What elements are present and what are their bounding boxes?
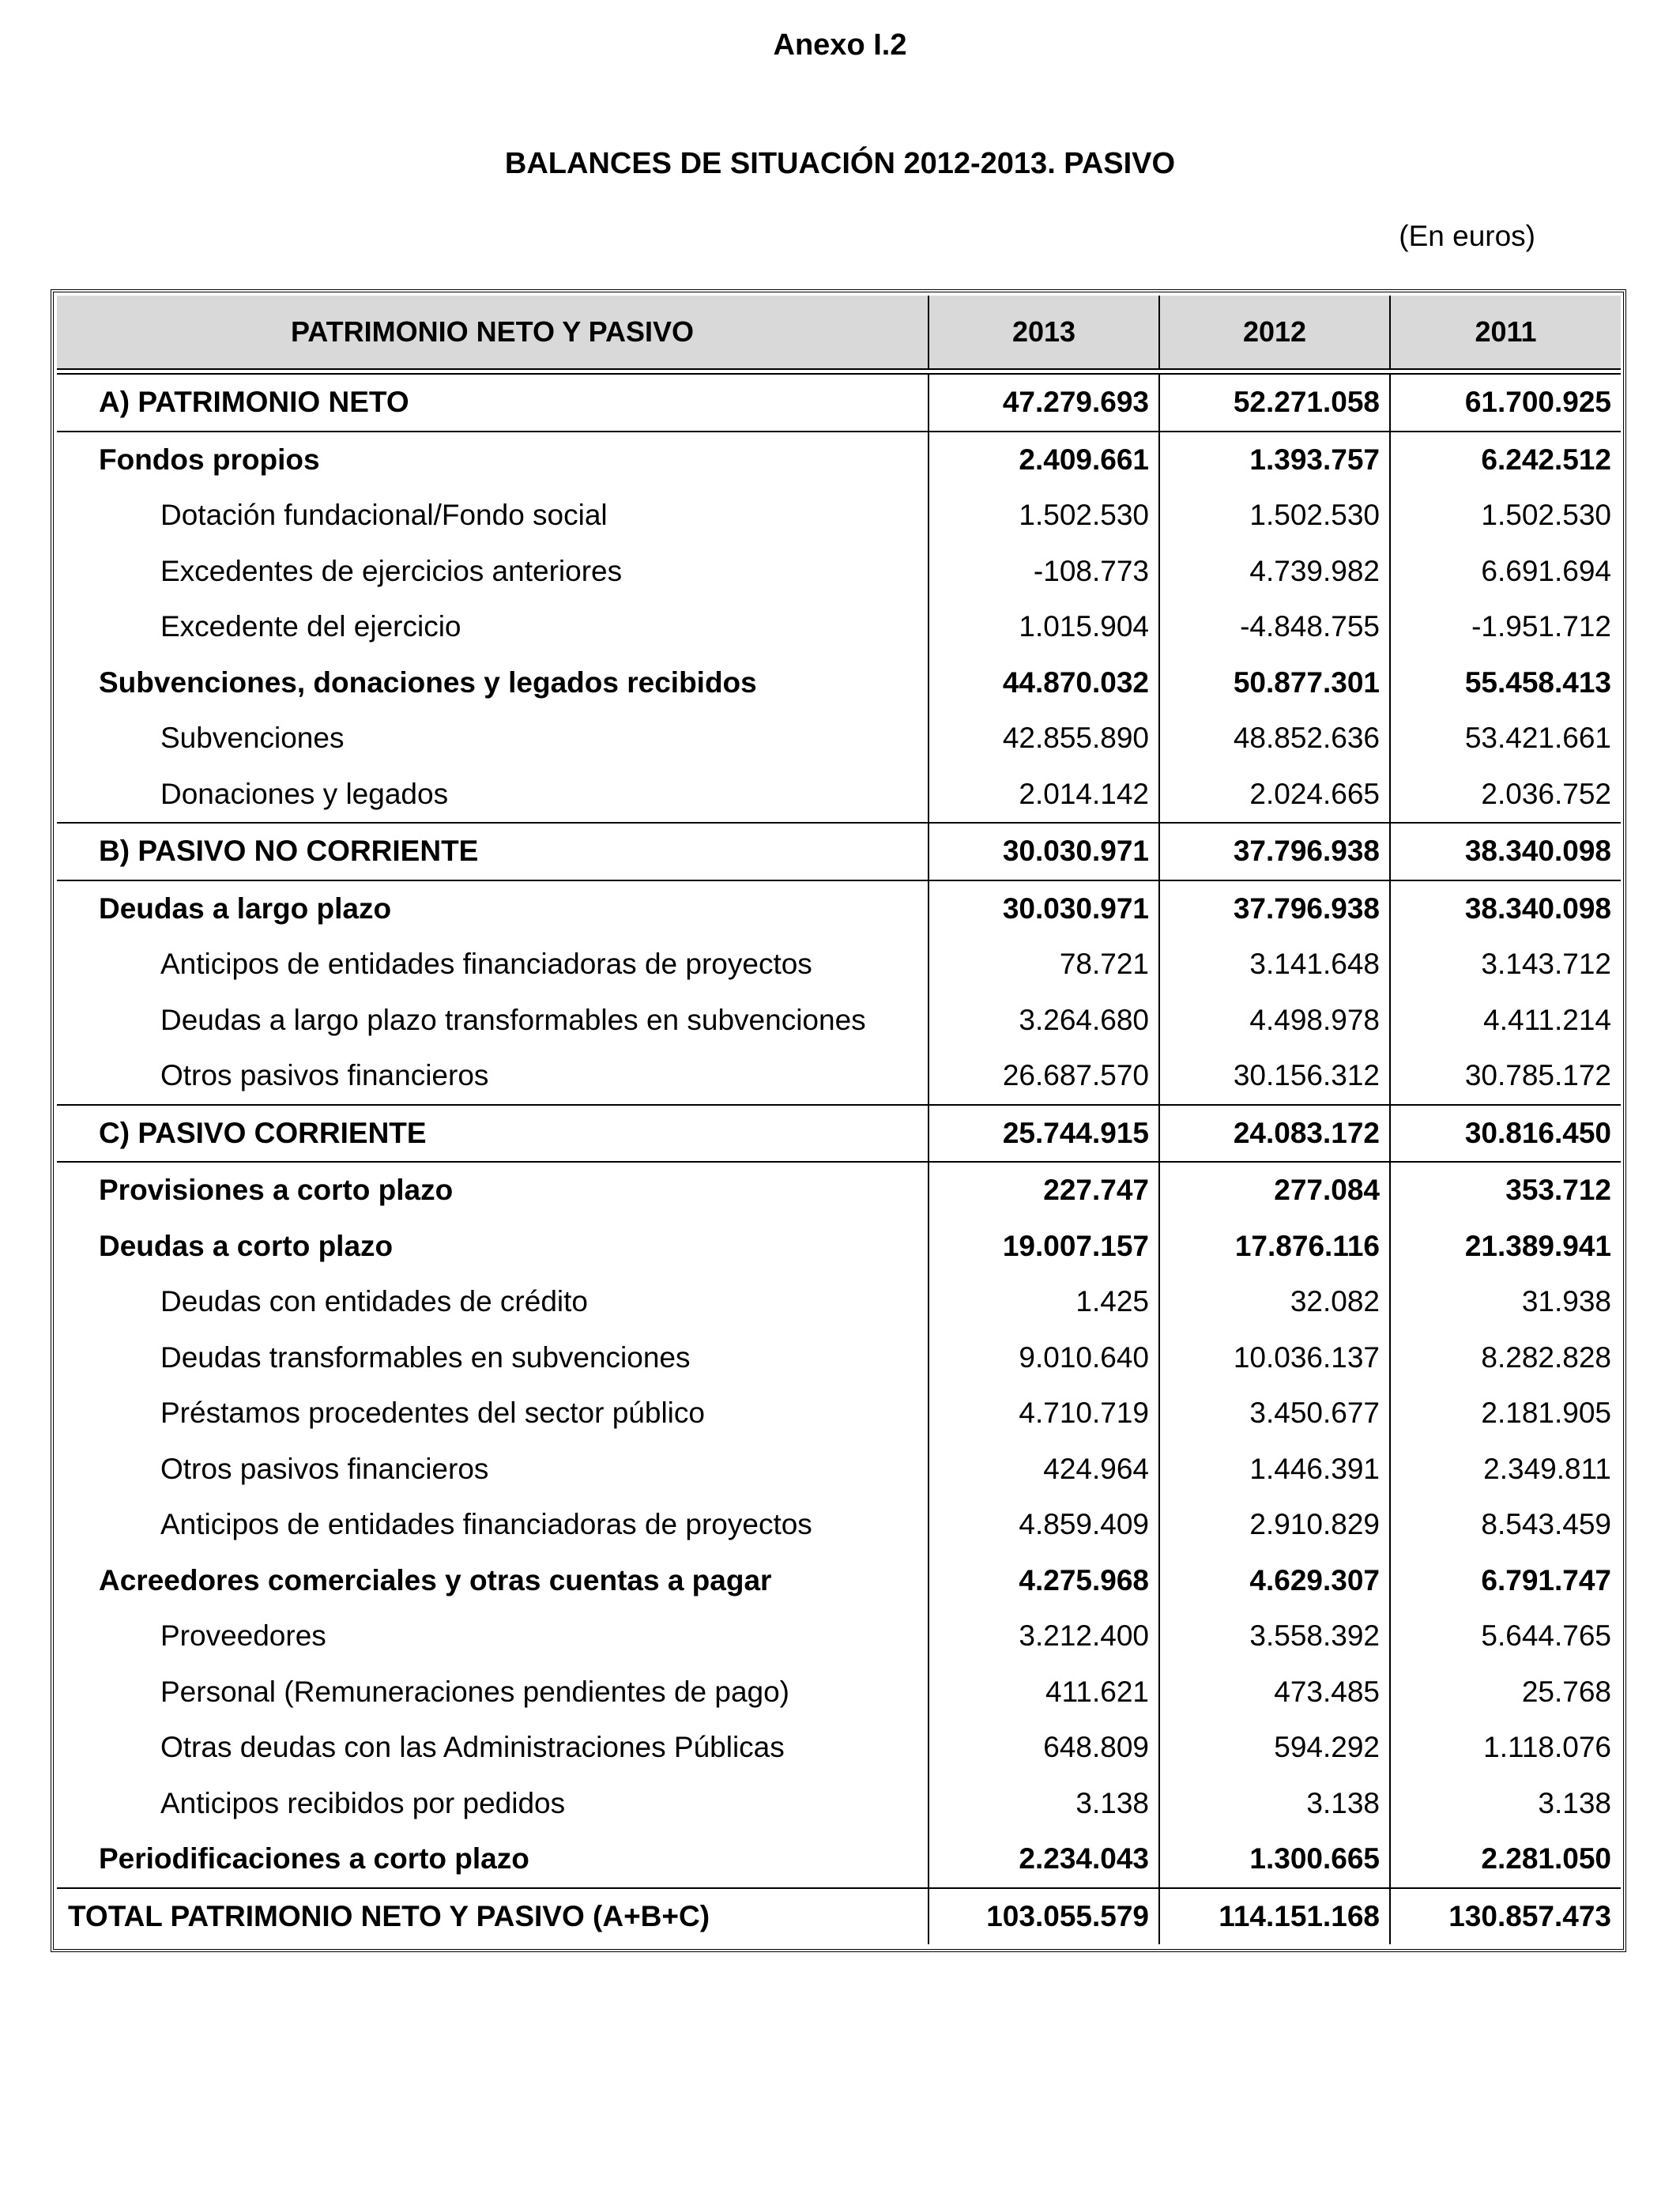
balance-table [57, 296, 1621, 1944]
value-2013: 1.015.904 [929, 599, 1159, 655]
value-2013: 2.014.142 [929, 767, 1159, 824]
row-label: Excedentes de ejercicios anteriores [160, 554, 623, 587]
value-2013: 3.138 [929, 1776, 1159, 1832]
row-label: Personal (Remuneraciones pendientes de pago) [160, 1675, 790, 1708]
row-label: Otras deudas con las Administraciones Públicas [160, 1731, 785, 1764]
value-2011: 55.458.413 [1390, 655, 1621, 711]
value-2012: 3.558.392 [1159, 1608, 1390, 1664]
table-row [57, 544, 1621, 600]
value-2011: 53.421.661 [1390, 711, 1621, 767]
value-2011: 21.389.941 [1390, 1219, 1621, 1275]
row-label: Subvenciones, donaciones y legados recibidos [99, 665, 757, 699]
header-2013: 2013 [929, 296, 1159, 369]
value-2011: 6.242.512 [1390, 432, 1621, 488]
value-2011: 6.791.747 [1390, 1553, 1621, 1609]
row-label: C) PASIVO CORRIENTE [57, 1105, 929, 1163]
value-2012: 594.292 [1159, 1720, 1390, 1776]
value-2013: 2.234.043 [929, 1831, 1159, 1888]
value-2013: 4.859.409 [929, 1497, 1159, 1553]
table-row [57, 993, 1621, 1049]
value-2011: 3.138 [1390, 1776, 1621, 1832]
header-2011: 2011 [1390, 296, 1621, 369]
table-row [57, 1831, 1621, 1888]
row-label: Anticipos de entidades financiadoras de proyectos [160, 948, 812, 981]
table-row [57, 1162, 1621, 1219]
value-2013: 103.055.579 [929, 1888, 1159, 1945]
row-label: Dotación fundacional/Fondo social [160, 499, 608, 532]
value-2011: 30.816.450 [1390, 1105, 1621, 1163]
value-2011: 130.857.473 [1390, 1888, 1621, 1945]
value-2011: 30.785.172 [1390, 1048, 1621, 1105]
table-row [57, 655, 1621, 711]
table-row [57, 1553, 1621, 1609]
value-2013: 4.710.719 [929, 1385, 1159, 1442]
value-2012: 30.156.312 [1159, 1048, 1390, 1105]
row-label: Deudas a largo plazo transformables en subvenciones [160, 1003, 866, 1036]
page-title: BALANCES DE SITUACIÓN 2012-2013. PASIVO [504, 147, 1176, 180]
table-row [57, 1720, 1621, 1776]
value-2011: -1.951.712 [1390, 599, 1621, 655]
value-2012: 37.796.938 [1159, 880, 1390, 937]
units-note: (En euros) [1399, 220, 1535, 252]
value-2012: 473.485 [1159, 1664, 1390, 1721]
annex-label: Anexo I.2 [773, 28, 907, 62]
value-2012: 2.910.829 [1159, 1497, 1390, 1553]
row-label: Otros pasivos financieros [160, 1452, 489, 1485]
value-2013: 1.502.530 [929, 488, 1159, 544]
row-label: Deudas a largo plazo [57, 880, 929, 937]
row-label: Anticipos de entidades financiadoras de proyectos [160, 1508, 812, 1541]
value-2013: 424.964 [929, 1442, 1159, 1498]
table-row [57, 880, 1621, 937]
value-2011: 25.768 [1390, 1664, 1621, 1721]
value-2013: 19.007.157 [929, 1219, 1159, 1275]
value-2012: 114.151.168 [1159, 1888, 1390, 1945]
value-2012: 4.498.978 [1159, 993, 1390, 1049]
value-2011: 4.411.214 [1390, 993, 1621, 1049]
value-2012: 37.796.938 [1159, 823, 1390, 880]
table-header-row [57, 296, 1621, 369]
value-2011: 8.543.459 [1390, 1497, 1621, 1553]
value-2013: 78.721 [929, 937, 1159, 993]
value-2013: 25.744.915 [929, 1105, 1159, 1163]
table-row [57, 1497, 1621, 1553]
row-label: Deudas con entidades de crédito [160, 1285, 588, 1318]
value-2013: 26.687.570 [929, 1048, 1159, 1105]
value-2012: 4.739.982 [1159, 544, 1390, 600]
total-row [57, 1888, 1621, 1945]
table-row [57, 1442, 1621, 1498]
table-row [57, 1048, 1621, 1105]
value-2012: -4.848.755 [1159, 599, 1390, 655]
table-row [57, 1608, 1621, 1664]
row-label: Excedente del ejercicio [160, 610, 461, 643]
table-row [57, 599, 1621, 655]
value-2011: 1.118.076 [1390, 1720, 1621, 1776]
row-label: Deudas transformables en subvenciones [160, 1340, 691, 1374]
table-row [57, 1330, 1621, 1386]
value-2012: 48.852.636 [1159, 711, 1390, 767]
row-label: Donaciones y legados [160, 777, 449, 810]
table-row [57, 432, 1621, 488]
value-2012: 1.300.665 [1159, 1831, 1390, 1888]
row-label: Anticipos recibidos por pedidos [160, 1786, 566, 1819]
value-2013: 9.010.640 [929, 1330, 1159, 1386]
value-2013: 30.030.971 [929, 880, 1159, 937]
row-label: Provisiones a corto plazo [57, 1162, 929, 1219]
value-2011: 3.143.712 [1390, 937, 1621, 993]
value-2011: 5.644.765 [1390, 1608, 1621, 1664]
value-2012: 32.082 [1159, 1274, 1390, 1330]
row-label: Préstamos procedentes del sector público [160, 1397, 705, 1430]
balance-table-frame [51, 289, 1626, 1952]
value-2013: 30.030.971 [929, 823, 1159, 880]
value-2013: 648.809 [929, 1720, 1159, 1776]
value-2011: 2.181.905 [1390, 1385, 1621, 1442]
value-2013: 3.264.680 [929, 993, 1159, 1049]
value-2011: 2.036.752 [1390, 767, 1621, 824]
value-2013: 47.279.693 [929, 374, 1159, 432]
value-2012: 1.446.391 [1159, 1442, 1390, 1498]
value-2012: 17.876.116 [1159, 1219, 1390, 1275]
header-2012: 2012 [1159, 296, 1390, 369]
table-row [57, 1105, 1621, 1163]
row-label: Otros pasivos financieros [160, 1059, 489, 1092]
value-2012: 277.084 [1159, 1162, 1390, 1219]
value-2011: 31.938 [1390, 1274, 1621, 1330]
value-2013: 1.425 [929, 1274, 1159, 1330]
row-label: Proveedores [160, 1619, 326, 1653]
value-2012: 3.138 [1159, 1776, 1390, 1832]
value-2013: 4.275.968 [929, 1553, 1159, 1609]
value-2011: 1.502.530 [1390, 488, 1621, 544]
value-2013: 42.855.890 [929, 711, 1159, 767]
value-2011: 38.340.098 [1390, 823, 1621, 880]
table-row [57, 711, 1621, 767]
value-2011: 353.712 [1390, 1162, 1621, 1219]
value-2012: 2.024.665 [1159, 767, 1390, 824]
value-2011: 61.700.925 [1390, 374, 1621, 432]
table-row [57, 1776, 1621, 1832]
value-2011: 38.340.098 [1390, 880, 1621, 937]
row-label: Fondos propios [57, 432, 929, 488]
row-label: Acreedores comerciales y otras cuentas a pagar [99, 1563, 772, 1596]
value-2011: 6.691.694 [1390, 544, 1621, 600]
value-2011: 2.281.050 [1390, 1831, 1621, 1888]
row-label: Subvenciones [160, 722, 345, 755]
value-2012: 52.271.058 [1159, 374, 1390, 432]
value-2011: 8.282.828 [1390, 1330, 1621, 1386]
value-2012: 3.450.677 [1159, 1385, 1390, 1442]
table-row [57, 1274, 1621, 1330]
value-2011: 2.349.811 [1390, 1442, 1621, 1498]
value-2013: 411.621 [929, 1664, 1159, 1721]
value-2013: 3.212.400 [929, 1608, 1159, 1664]
table-row [57, 374, 1621, 432]
row-label: TOTAL PATRIMONIO NETO Y PASIVO (A+B+C) [57, 1888, 929, 1945]
value-2013: -108.773 [929, 544, 1159, 600]
header-concept: PATRIMONIO NETO Y PASIVO [57, 296, 929, 369]
value-2012: 3.141.648 [1159, 937, 1390, 993]
value-2012: 1.393.757 [1159, 432, 1390, 488]
table-row [57, 1664, 1621, 1721]
value-2012: 10.036.137 [1159, 1330, 1390, 1386]
value-2012: 4.629.307 [1159, 1553, 1390, 1609]
table-row [57, 1385, 1621, 1442]
value-2012: 24.083.172 [1159, 1105, 1390, 1163]
value-2013: 44.870.032 [929, 655, 1159, 711]
value-2013: 2.409.661 [929, 432, 1159, 488]
value-2013: 227.747 [929, 1162, 1159, 1219]
row-label: B) PASIVO NO CORRIENTE [57, 823, 929, 880]
value-2012: 1.502.530 [1159, 488, 1390, 544]
table-row [57, 767, 1621, 824]
table-row [57, 937, 1621, 993]
row-label: A) PATRIMONIO NETO [99, 386, 409, 419]
table-row [57, 1219, 1621, 1275]
table-row [57, 488, 1621, 544]
row-label: Deudas a corto plazo [99, 1229, 394, 1262]
row-label: Periodificaciones a corto plazo [99, 1842, 529, 1875]
table-row [57, 823, 1621, 880]
value-2012: 50.877.301 [1159, 655, 1390, 711]
